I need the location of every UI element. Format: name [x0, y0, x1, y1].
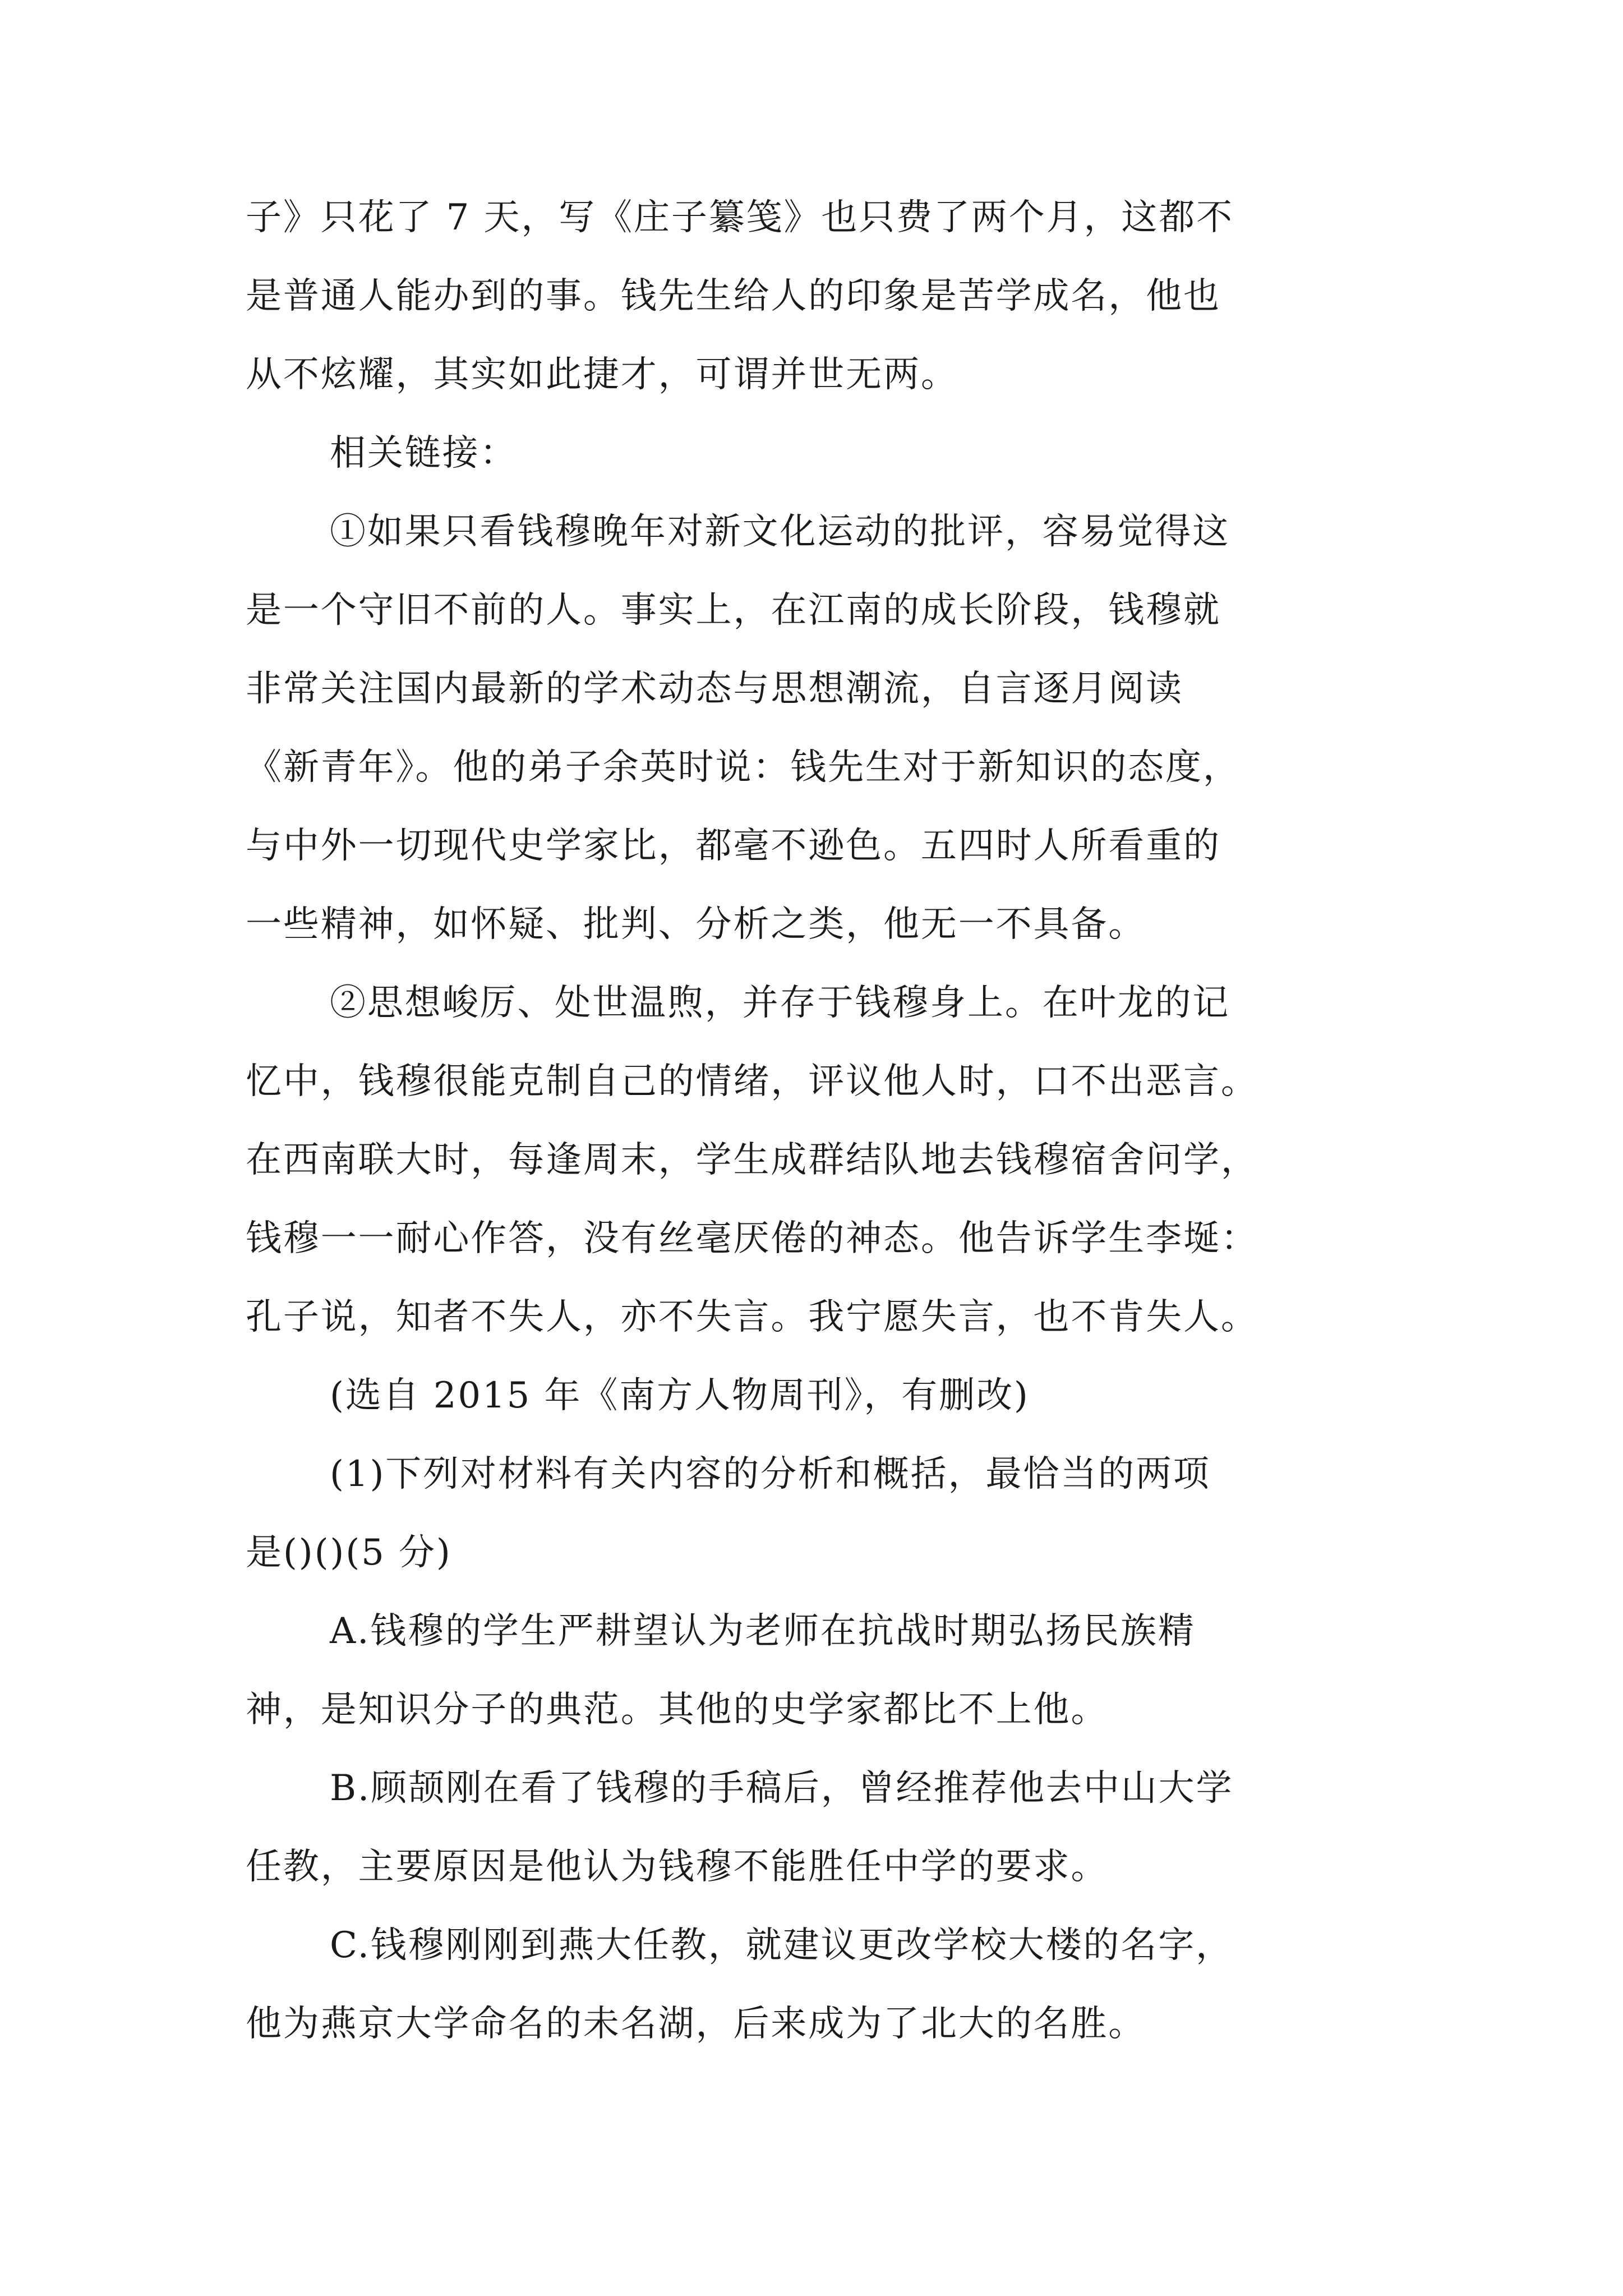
answer-option-b: 任教，主要原因是他认为钱穆不能胜任中学的要求。	[246, 1846, 1109, 1888]
source-citation: (选自 2015 年《南方人物周刊》，有删改)	[330, 1375, 1030, 1416]
answer-option-a: A.钱穆的学生严耕望认为老师在抗战时期弘扬民族精	[330, 1611, 1196, 1652]
text-line: 与中外一切现代史学家比，都毫不逊色。五四时人所看重的	[246, 825, 1221, 867]
text-line: 是一个守旧不前的人。事实上，在江南的成长阶段，钱穆就	[246, 590, 1221, 631]
text-line: 一些精神，如怀疑、批判、分析之类，他无一不具备。	[246, 904, 1146, 945]
text-line: 是普通人能办到的事。钱先生给人的印象是苦学成名，他也	[246, 275, 1221, 317]
answer-option-c: 他为燕京大学命名的未名湖，后来成为了北大的名胜。	[246, 2003, 1146, 2045]
question-stem: 是()()(5 分)	[246, 1532, 452, 1573]
text-line: 从不炫耀，其实如此捷才，可谓并世无两。	[246, 354, 958, 395]
text-line: 钱穆一一耐心作答，没有丝毫厌倦的神态。他告诉学生李埏：	[246, 1218, 1258, 1259]
text-line: ②思想峻厉、处世温煦，并存于钱穆身上。在叶龙的记	[330, 982, 1230, 1024]
text-line: 子》只花了 7 天，写《庄子纂笺》也只费了两个月，这都不	[246, 197, 1234, 238]
text-line: 孔子说，知者不失人，亦不失言。我宁愿失言，也不肯失人。	[246, 1296, 1258, 1338]
text-line: 非常关注国内最新的学术动态与思想潮流，自言逐月阅读	[246, 668, 1183, 710]
answer-option-c: C.钱穆刚刚到燕大任教，就建议更改学校大楼的名字，	[330, 1925, 1234, 1966]
answer-option-a: 神，是知识分子的典范。其他的史学家都比不上他。	[246, 1689, 1109, 1731]
text-line: 在西南联大时，每逢周末，学生成群结队地去钱穆宿舍问学，	[246, 1139, 1258, 1181]
text-line: 《新青年》。他的弟子余英时说：钱先生对于新知识的态度，	[246, 747, 1241, 788]
section-heading: 相关链接：	[330, 432, 518, 474]
text-line: 忆中，钱穆很能克制自己的情绪，评议他人时，口不出恶言。	[246, 1061, 1258, 1102]
document-body	[246, 178, 1384, 2063]
answer-option-b: B.顾颉刚在看了钱穆的手稿后，曾经推荐他去中山大学	[330, 1768, 1234, 1809]
text-line: ①如果只看钱穆晚年对新文化运动的批评，容易觉得这	[330, 511, 1230, 553]
question-stem: (1)下列对材料有关内容的分析和概括，最恰当的两项	[330, 1453, 1211, 1495]
